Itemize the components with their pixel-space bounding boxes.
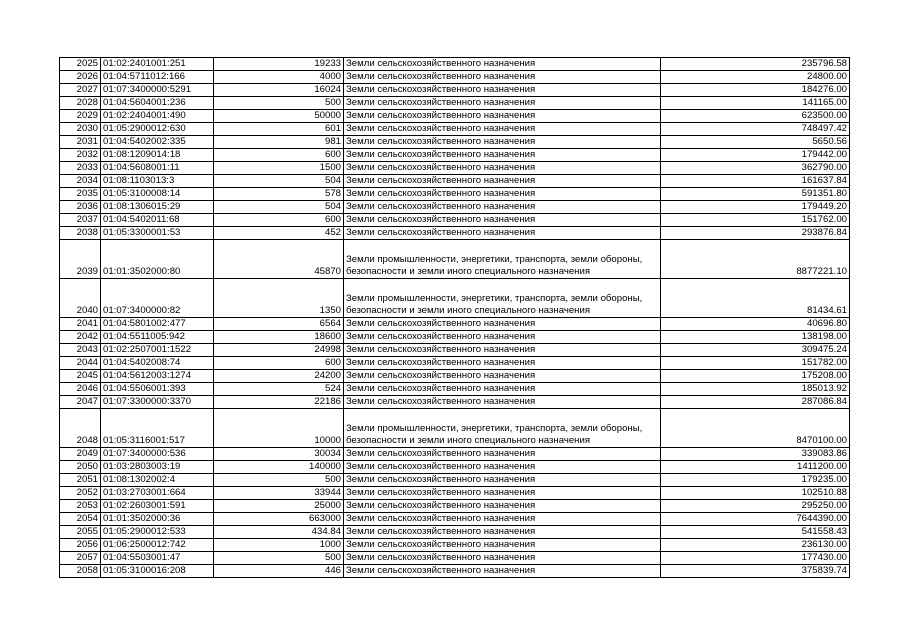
area-cell: 140000	[214, 461, 344, 474]
row-number-cell: 2041	[60, 318, 101, 331]
cadastral-value-cell: 141165.00	[661, 97, 850, 110]
row-number-cell: 2032	[60, 149, 101, 162]
row-number-cell: 2035	[60, 188, 101, 201]
cadastral-value-cell: 151762.00	[661, 214, 850, 227]
table-row	[60, 58, 850, 71]
area-cell: 22186	[214, 396, 344, 409]
table-row	[60, 136, 850, 149]
land-category-cell: Земли сельскохозяйственного назначения	[344, 331, 661, 344]
cadastral-number-cell: 01:04:5402002:335	[101, 136, 214, 149]
table-row	[60, 162, 850, 175]
cadastral-number-cell: 01:02:2404001:490	[101, 110, 214, 123]
cadastral-number-cell: 01:08:1209014:18	[101, 149, 214, 162]
cadastral-number-cell: 01:04:5511005:942	[101, 331, 214, 344]
cadastral-value-cell: 293876.84	[661, 227, 850, 240]
table-row	[60, 110, 850, 123]
table-row	[60, 318, 850, 331]
land-category-cell: Земли промышленности, энергетики, транспорта, земли обороны, безопасности и земли иного специального назначения	[344, 240, 661, 279]
table-row	[60, 227, 850, 240]
area-cell: 981	[214, 136, 344, 149]
area-cell: 16024	[214, 84, 344, 97]
area-cell: 500	[214, 97, 344, 110]
cadastral-value-cell: 184276.00	[661, 84, 850, 97]
table-row	[60, 123, 850, 136]
cadastral-value-cell: 235796.58	[661, 58, 850, 71]
area-cell: 600	[214, 214, 344, 227]
land-category-cell: Земли сельскохозяйственного назначения	[344, 162, 661, 175]
area-cell: 446	[214, 565, 344, 578]
cadastral-number-cell: 01:02:2603001:591	[101, 500, 214, 513]
row-number-cell: 2046	[60, 383, 101, 396]
cadastral-number-cell: 01:04:5711012:166	[101, 71, 214, 84]
cadastral-number-cell: 01:04:5402008:74	[101, 357, 214, 370]
cadastral-number-cell: 01:01:3502000:80	[101, 240, 214, 279]
cadastral-number-cell: 01:04:5608001:11	[101, 162, 214, 175]
cadastral-value-cell: 40696.80	[661, 318, 850, 331]
cadastral-value-cell: 309475.24	[661, 344, 850, 357]
table-row	[60, 539, 850, 552]
row-number-cell: 2031	[60, 136, 101, 149]
cadastral-value-cell: 179235.00	[661, 474, 850, 487]
land-category-cell: Земли сельскохозяйственного назначения	[344, 396, 661, 409]
land-category-cell: Земли сельскохозяйственного назначения	[344, 71, 661, 84]
row-number-cell: 2047	[60, 396, 101, 409]
cadastral-number-cell: 01:01:3502000:36	[101, 513, 214, 526]
land-category-cell: Земли сельскохозяйственного назначения	[344, 97, 661, 110]
land-category-cell: Земли сельскохозяйственного назначения	[344, 357, 661, 370]
row-number-cell: 2050	[60, 461, 101, 474]
land-category-cell: Земли сельскохозяйственного назначения	[344, 552, 661, 565]
area-cell: 663000	[214, 513, 344, 526]
area-cell: 24200	[214, 370, 344, 383]
land-category-cell: Земли сельскохозяйственного назначения	[344, 370, 661, 383]
table-row	[60, 396, 850, 409]
area-cell: 524	[214, 383, 344, 396]
table-row	[60, 448, 850, 461]
area-cell: 1500	[214, 162, 344, 175]
row-number-cell: 2030	[60, 123, 101, 136]
land-category-cell: Земли сельскохозяйственного назначения	[344, 149, 661, 162]
row-number-cell: 2026	[60, 71, 101, 84]
row-number-cell: 2036	[60, 201, 101, 214]
row-number-cell: 2034	[60, 175, 101, 188]
cadastral-number-cell: 01:05:2900012:630	[101, 123, 214, 136]
table-row	[60, 71, 850, 84]
cadastral-value-cell: 591351.80	[661, 188, 850, 201]
table-row	[60, 357, 850, 370]
table-row	[60, 201, 850, 214]
land-parcels-table	[59, 57, 850, 578]
table-row	[60, 526, 850, 539]
cadastral-number-cell: 01:04:5612003:1274	[101, 370, 214, 383]
area-cell: 50000	[214, 110, 344, 123]
row-number-cell: 2038	[60, 227, 101, 240]
cadastral-value-cell: 541558.43	[661, 526, 850, 539]
land-category-cell: Земли промышленности, энергетики, транспорта, земли обороны, безопасности и земли иного специального назначения	[344, 409, 661, 448]
table-row	[60, 279, 850, 318]
row-number-cell: 2057	[60, 552, 101, 565]
row-number-cell: 2040	[60, 279, 101, 318]
area-cell: 24998	[214, 344, 344, 357]
cadastral-number-cell: 01:04:5402011:68	[101, 214, 214, 227]
cadastral-number-cell: 01:08:1302002:4	[101, 474, 214, 487]
cadastral-number-cell: 01:07:3400000:82	[101, 279, 214, 318]
area-cell: 504	[214, 201, 344, 214]
land-category-cell: Земли сельскохозяйственного назначения	[344, 448, 661, 461]
cadastral-value-cell: 375839.74	[661, 565, 850, 578]
table-row	[60, 331, 850, 344]
table-row	[60, 188, 850, 201]
land-category-cell: Земли сельскохозяйственного назначения	[344, 123, 661, 136]
area-cell: 4000	[214, 71, 344, 84]
table-row	[60, 552, 850, 565]
land-category-cell: Земли сельскохозяйственного назначения	[344, 136, 661, 149]
land-category-cell: Земли сельскохозяйственного назначения	[344, 526, 661, 539]
cadastral-value-cell: 185013.92	[661, 383, 850, 396]
cadastral-value-cell: 161637.84	[661, 175, 850, 188]
area-cell: 500	[214, 474, 344, 487]
land-category-cell: Земли сельскохозяйственного назначения	[344, 500, 661, 513]
table-row	[60, 513, 850, 526]
table-row	[60, 565, 850, 578]
land-category-cell: Земли сельскохозяйственного назначения	[344, 461, 661, 474]
table-row	[60, 149, 850, 162]
row-number-cell: 2044	[60, 357, 101, 370]
cadastral-number-cell: 01:04:5604001:236	[101, 97, 214, 110]
table-row	[60, 240, 850, 279]
cadastral-number-cell: 01:05:2900012:533	[101, 526, 214, 539]
row-number-cell: 2056	[60, 539, 101, 552]
row-number-cell: 2055	[60, 526, 101, 539]
area-cell: 452	[214, 227, 344, 240]
cadastral-value-cell: 1411200.00	[661, 461, 850, 474]
cadastral-value-cell: 177430.00	[661, 552, 850, 565]
cadastral-number-cell: 01:04:5801002:477	[101, 318, 214, 331]
cadastral-value-cell: 623500.00	[661, 110, 850, 123]
land-category-cell: Земли сельскохозяйственного назначения	[344, 84, 661, 97]
cadastral-number-cell: 01:07:3400000:536	[101, 448, 214, 461]
cadastral-value-cell: 102510.88	[661, 487, 850, 500]
area-cell: 1000	[214, 539, 344, 552]
area-cell: 500	[214, 552, 344, 565]
row-number-cell: 2039	[60, 240, 101, 279]
cadastral-number-cell: 01:07:3400000:5291	[101, 84, 214, 97]
row-number-cell: 2028	[60, 97, 101, 110]
cadastral-value-cell: 81434.61	[661, 279, 850, 318]
cadastral-value-cell: 179442.00	[661, 149, 850, 162]
row-number-cell: 2027	[60, 84, 101, 97]
cadastral-value-cell: 295250.00	[661, 500, 850, 513]
area-cell: 6564	[214, 318, 344, 331]
cadastral-value-cell: 339083.86	[661, 448, 850, 461]
cadastral-number-cell: 01:03:2803003:19	[101, 461, 214, 474]
cadastral-number-cell: 01:05:3100008:14	[101, 188, 214, 201]
cadastral-value-cell: 5650.56	[661, 136, 850, 149]
area-cell: 434.84	[214, 526, 344, 539]
cadastral-value-cell: 8470100.00	[661, 409, 850, 448]
table-row	[60, 500, 850, 513]
area-cell: 33944	[214, 487, 344, 500]
area-cell: 19233	[214, 58, 344, 71]
land-category-cell: Земли сельскохозяйственного назначения	[344, 58, 661, 71]
land-category-cell: Земли сельскохозяйственного назначения	[344, 188, 661, 201]
row-number-cell: 2037	[60, 214, 101, 227]
row-number-cell: 2051	[60, 474, 101, 487]
cadastral-value-cell: 287086.84	[661, 396, 850, 409]
cadastral-number-cell: 01:04:5503001:47	[101, 552, 214, 565]
cadastral-number-cell: 01:05:3100016:208	[101, 565, 214, 578]
table-row	[60, 409, 850, 448]
cadastral-value-cell: 151782.00	[661, 357, 850, 370]
cadastral-value-cell: 236130.00	[661, 539, 850, 552]
area-cell: 600	[214, 357, 344, 370]
table-row	[60, 214, 850, 227]
land-category-cell: Земли сельскохозяйственного назначения	[344, 513, 661, 526]
area-cell: 1350	[214, 279, 344, 318]
row-number-cell: 2043	[60, 344, 101, 357]
land-category-cell: Земли сельскохозяйственного назначения	[344, 110, 661, 123]
table-body	[60, 58, 850, 578]
cadastral-number-cell: 01:02:2401001:251	[101, 58, 214, 71]
row-number-cell: 2029	[60, 110, 101, 123]
area-cell: 578	[214, 188, 344, 201]
table-row	[60, 474, 850, 487]
cadastral-number-cell: 01:05:3300001:53	[101, 227, 214, 240]
area-cell: 45870	[214, 240, 344, 279]
cadastral-number-cell: 01:05:3116001:517	[101, 409, 214, 448]
cadastral-number-cell: 01:03:2703001:664	[101, 487, 214, 500]
row-number-cell: 2054	[60, 513, 101, 526]
row-number-cell: 2045	[60, 370, 101, 383]
land-category-cell: Земли сельскохозяйственного назначения	[344, 214, 661, 227]
cadastral-number-cell: 01:02:2507001:1522	[101, 344, 214, 357]
land-category-cell: Земли сельскохозяйственного назначения	[344, 175, 661, 188]
table-row	[60, 370, 850, 383]
land-category-cell: Земли сельскохозяйственного назначения	[344, 318, 661, 331]
cadastral-number-cell: 01:04:5506001:393	[101, 383, 214, 396]
area-cell: 600	[214, 149, 344, 162]
row-number-cell: 2033	[60, 162, 101, 175]
cadastral-number-cell: 01:08:1306015:29	[101, 201, 214, 214]
cadastral-value-cell: 175208.00	[661, 370, 850, 383]
land-category-cell: Земли сельскохозяйственного назначения	[344, 344, 661, 357]
land-category-cell: Земли сельскохозяйственного назначения	[344, 383, 661, 396]
cadastral-value-cell: 362790.00	[661, 162, 850, 175]
area-cell: 18600	[214, 331, 344, 344]
area-cell: 504	[214, 175, 344, 188]
area-cell: 25000	[214, 500, 344, 513]
cadastral-number-cell: 01:07:3300000:3370	[101, 396, 214, 409]
table-row	[60, 175, 850, 188]
area-cell: 601	[214, 123, 344, 136]
row-number-cell: 2053	[60, 500, 101, 513]
row-number-cell: 2058	[60, 565, 101, 578]
cadastral-value-cell: 24800.00	[661, 71, 850, 84]
row-number-cell: 2052	[60, 487, 101, 500]
land-category-cell: Земли сельскохозяйственного назначения	[344, 539, 661, 552]
row-number-cell: 2049	[60, 448, 101, 461]
row-number-cell: 2042	[60, 331, 101, 344]
table-row	[60, 84, 850, 97]
cadastral-value-cell: 748497.42	[661, 123, 850, 136]
land-category-cell: Земли сельскохозяйственного назначения	[344, 474, 661, 487]
cadastral-value-cell: 7644390.00	[661, 513, 850, 526]
area-cell: 30034	[214, 448, 344, 461]
cadastral-value-cell: 179449.20	[661, 201, 850, 214]
land-category-cell: Земли сельскохозяйственного назначения	[344, 201, 661, 214]
table-row	[60, 461, 850, 474]
land-category-cell: Земли промышленности, энергетики, транспорта, земли обороны, безопасности и земли иного специального назначения	[344, 279, 661, 318]
table-row	[60, 344, 850, 357]
table-row	[60, 97, 850, 110]
table-row	[60, 487, 850, 500]
area-cell: 10000	[214, 409, 344, 448]
table-row	[60, 383, 850, 396]
cadastral-number-cell: 01:06:2500012:742	[101, 539, 214, 552]
row-number-cell: 2048	[60, 409, 101, 448]
cadastral-value-cell: 8877221.10	[661, 240, 850, 279]
land-category-cell: Земли сельскохозяйственного назначения	[344, 565, 661, 578]
land-category-cell: Земли сельскохозяйственного назначения	[344, 227, 661, 240]
cadastral-number-cell: 01:08:1103013:3	[101, 175, 214, 188]
cadastral-value-cell: 138198.00	[661, 331, 850, 344]
row-number-cell: 2025	[60, 58, 101, 71]
land-category-cell: Земли сельскохозяйственного назначения	[344, 487, 661, 500]
